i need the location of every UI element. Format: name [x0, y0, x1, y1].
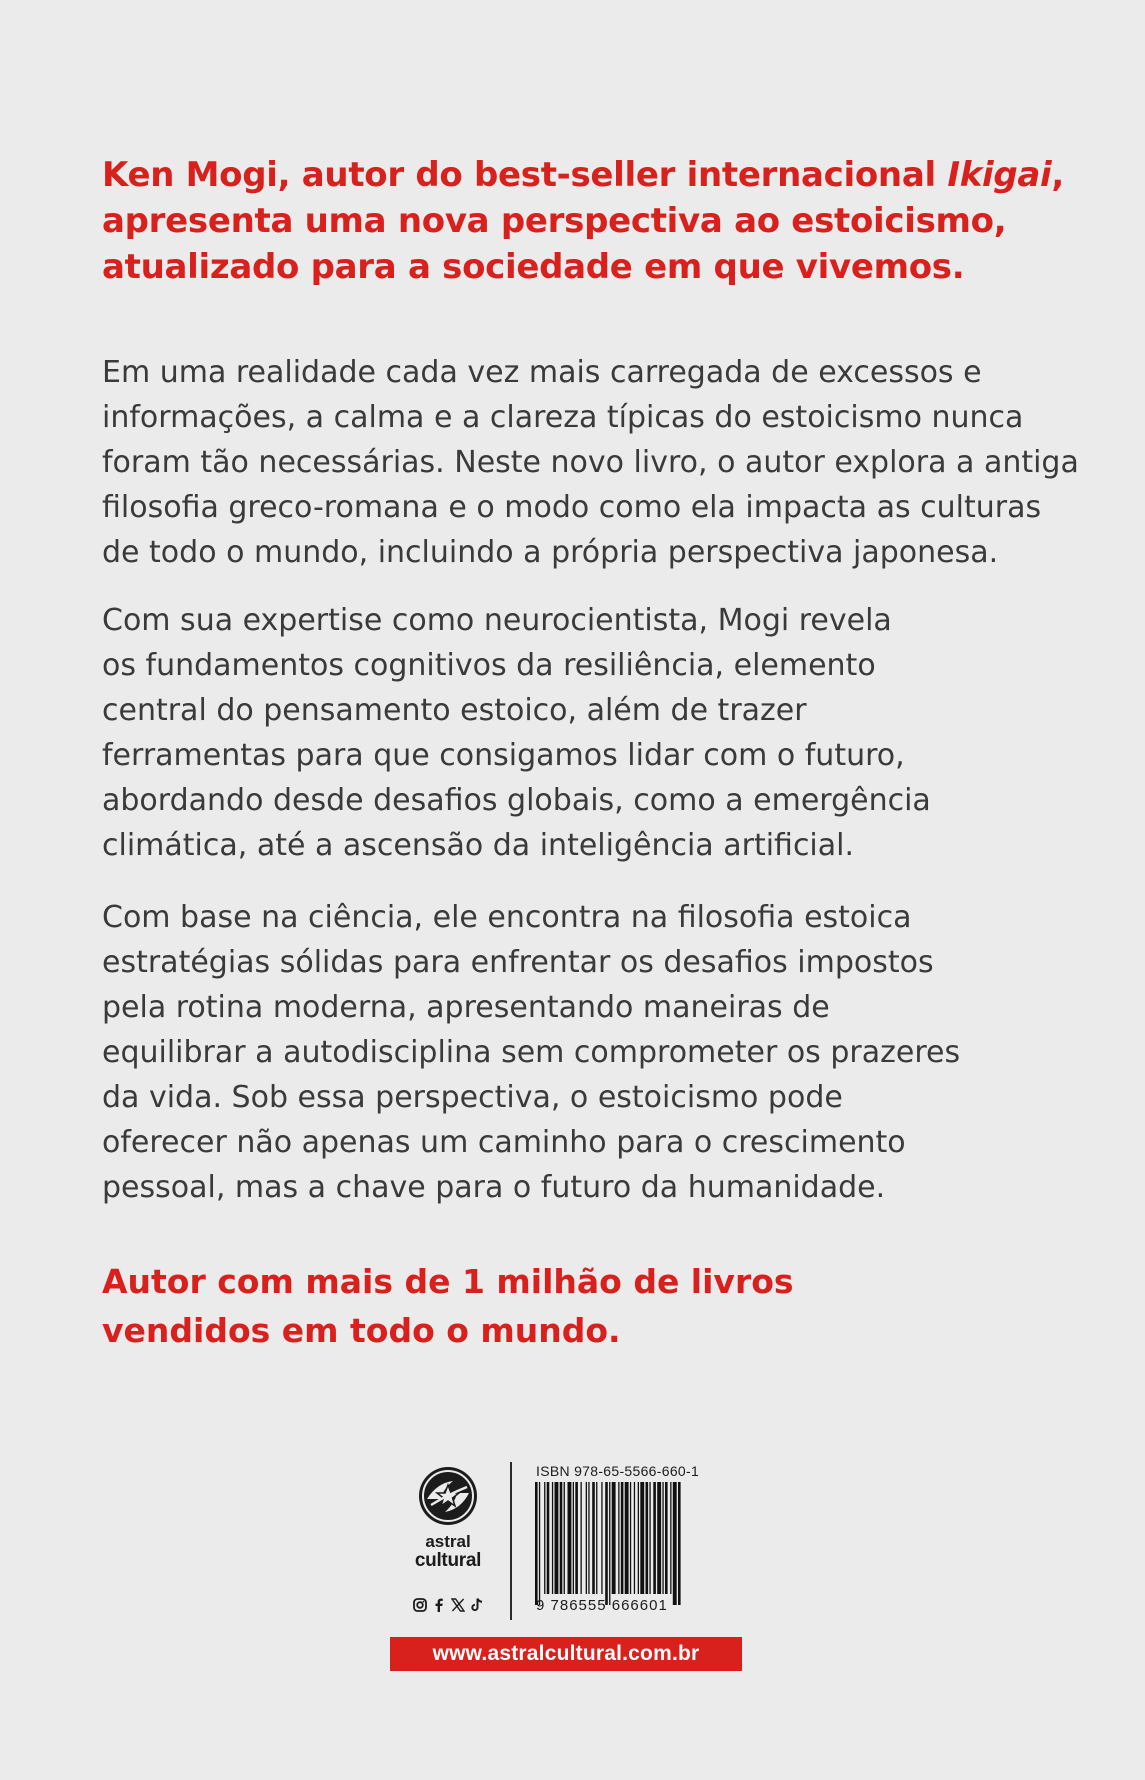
facebook-icon — [432, 1597, 446, 1613]
paragraph-line: climática, até a ascensão da inteligência artificial. — [102, 828, 855, 863]
barcode-bar — [653, 1482, 656, 1594]
paragraph-2 — [102, 598, 1062, 868]
barcode-bar — [596, 1482, 597, 1594]
barcode-bar — [649, 1482, 650, 1594]
paragraph-1 — [102, 350, 1079, 575]
barcode-bar — [612, 1482, 616, 1594]
paragraph-line: informações, a calma e a clareza típicas do estoicismo nunca — [102, 400, 1024, 435]
barcode-bar — [547, 1482, 550, 1594]
barcode-bar — [646, 1482, 649, 1594]
tiktok-icon — [470, 1597, 484, 1613]
barcode-bar — [601, 1482, 602, 1594]
barcode-bar — [625, 1482, 629, 1594]
brand-name-bottom: cultural — [414, 1550, 482, 1571]
barcode-bar — [618, 1482, 619, 1594]
barcode-bar — [564, 1482, 565, 1594]
social-icons — [408, 1597, 488, 1613]
barcode-bar — [575, 1482, 578, 1594]
paragraph-line: ferramentas para que consigamos lidar com o futuro, — [102, 738, 905, 773]
paragraph-line: Com sua expertise como neurocientista, Mogi revela — [102, 603, 892, 638]
tagline-line-2: vendidos em todo o mundo. — [102, 1311, 621, 1350]
headline — [102, 152, 1065, 290]
paragraph-line: Com base na ciência, ele encontra na filosofia estoica — [102, 900, 912, 935]
paragraph-line: central do pensamento estoico, além de trazer — [102, 693, 807, 728]
barcode-bar — [605, 1482, 608, 1605]
barcode-bar — [621, 1482, 624, 1594]
tagline-line-1: Autor com mais de 1 milhão de livros — [102, 1262, 794, 1301]
paragraph-line: abordando desde desafios globais, como a emergência — [102, 783, 931, 818]
barcode-bar — [555, 1482, 559, 1594]
barcode-bar — [568, 1482, 572, 1594]
book-title-ikigai: Ikigai — [947, 155, 1052, 195]
paragraph-line: oferecer não apenas um caminho para o crescimento — [102, 1125, 906, 1160]
barcode-bar — [640, 1482, 644, 1594]
instagram-icon — [413, 1597, 427, 1613]
barcode-bar — [662, 1482, 663, 1594]
barcode-bar — [673, 1482, 677, 1605]
barcode-bar — [630, 1482, 631, 1594]
barcode-bar — [634, 1482, 635, 1594]
isbn-digits: 9 786555 666601 — [536, 1597, 668, 1614]
barcode-bar — [678, 1482, 681, 1605]
website-url-bar[interactable]: www.astralcultural.com.br — [390, 1637, 742, 1671]
headline-line-2: apresenta uma nova perspectiva ao estoicismo, — [102, 201, 1007, 241]
barcode-bar — [539, 1482, 540, 1605]
barcode-bar — [588, 1482, 589, 1594]
paragraph-line: foram tão necessárias. Neste novo livro, o autor explora a antiga — [102, 445, 1079, 480]
paragraph-line: pela rotina moderna, apresentando maneiras de — [102, 990, 830, 1025]
barcode-bar — [573, 1482, 574, 1594]
sales-tagline — [102, 1257, 1002, 1355]
paragraph-line: Em uma realidade cada vez mais carregada de excessos e — [102, 355, 982, 390]
barcode-bar — [581, 1482, 582, 1594]
paragraph-line: filosofia greco-romana e o modo como ela impacta as culturas — [102, 490, 1042, 525]
brand-name-top: astral — [425, 1532, 471, 1551]
barcode-bar — [560, 1482, 563, 1594]
astral-cultural-logo-icon — [417, 1465, 479, 1527]
barcode-bar — [544, 1482, 545, 1594]
paragraph-line: de todo o mundo, incluindo a própria perspectiva japonesa. — [102, 535, 999, 570]
x-icon — [451, 1597, 465, 1613]
paragraph-3 — [102, 895, 1062, 1210]
barcode-bar — [535, 1482, 538, 1605]
barcode-bar — [586, 1482, 587, 1594]
barcode-bar — [552, 1482, 553, 1594]
divider-line — [510, 1462, 512, 1620]
barcode-bar — [670, 1482, 671, 1594]
barcode-bar — [609, 1482, 610, 1605]
publisher-logo — [408, 1465, 488, 1571]
isbn-label: ISBN 978-65-5566-660-1 — [536, 1463, 700, 1479]
paragraph-line: da vida. Sob essa perspectiva, o estoicismo pode — [102, 1080, 843, 1115]
paragraph-line: os fundamentos cognitivos da resiliência, elemento — [102, 648, 876, 683]
barcode-bar — [592, 1482, 595, 1594]
barcode-bar — [665, 1482, 668, 1594]
paragraph-line: estratégias sólidas para enfrentar os desafios impostos — [102, 945, 934, 980]
paragraph-line: pessoal, mas a chave para o futuro da humanidade. — [102, 1170, 886, 1205]
barcode-bar — [657, 1482, 661, 1594]
headline-line-1: Ken Mogi, autor do best-seller internacional Ikigai, — [102, 155, 1065, 195]
barcode-bar — [638, 1482, 639, 1594]
paragraph-line: equilibrar a autodisciplina sem comprometer os prazeres — [102, 1035, 961, 1070]
isbn-barcode — [533, 1482, 721, 1605]
headline-line-3: atualizado para a sociedade em que vivemos. — [102, 247, 965, 287]
